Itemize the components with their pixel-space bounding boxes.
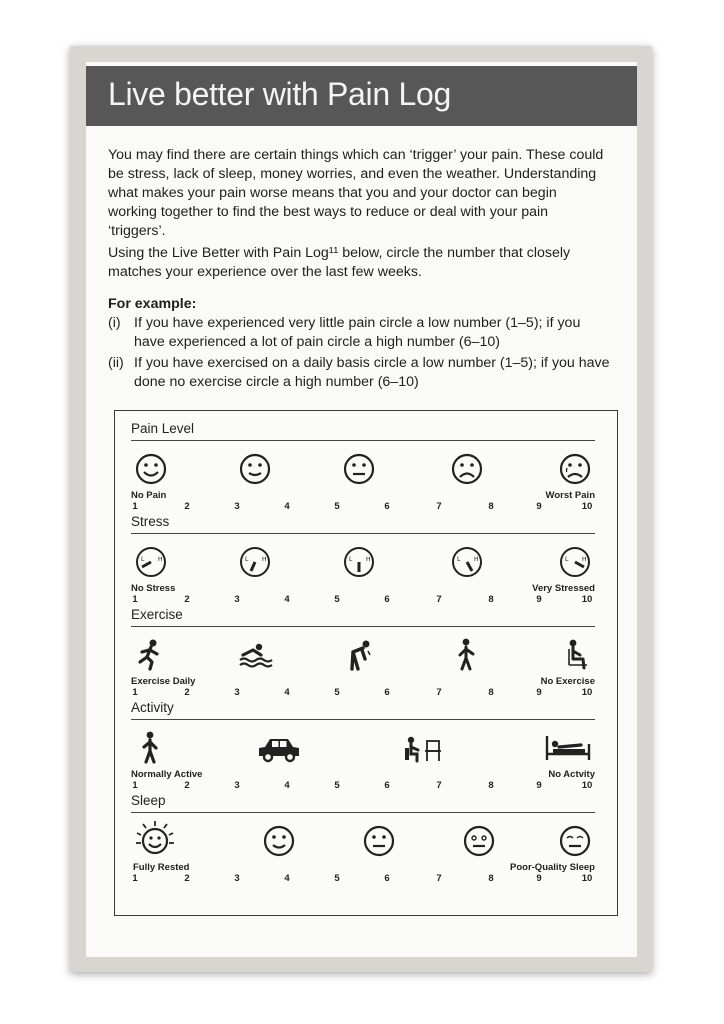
low-label: Fully Rested bbox=[133, 862, 190, 873]
scale-number: 1 bbox=[132, 873, 138, 884]
scale-number: 1 bbox=[132, 594, 138, 605]
scale-number: 7 bbox=[436, 780, 442, 791]
scale-number: 1 bbox=[132, 780, 138, 791]
document-frame bbox=[70, 46, 652, 972]
scale-number: 2 bbox=[184, 594, 190, 605]
scale-number: 5 bbox=[334, 594, 340, 605]
instruction-paragraph: Using the Live Better with Pain Log¹¹ below, circle the number that closely matches your experience over the last few weeks. bbox=[108, 245, 571, 280]
scale-number: 2 bbox=[184, 501, 190, 512]
scale-number: 3 bbox=[234, 780, 240, 791]
person-in-bed-icon bbox=[543, 728, 593, 768]
svg-text:H: H bbox=[366, 556, 371, 563]
scale-number: 9 bbox=[536, 594, 542, 605]
low-label: Exercise Daily bbox=[131, 676, 196, 687]
scale-number: 4 bbox=[284, 780, 290, 791]
pain-log-table bbox=[114, 410, 618, 916]
intro-paragraph: You may find there are certain things which can ‘trigger’ your pain. These could be stress, lack of sleep, money worries, and even the weather. Understanding what makes your pain worse means that you and your doctor can begin working together to find the best ways to reduce or deal with your pain ‘triggers’. bbox=[108, 147, 604, 239]
section-divider bbox=[131, 719, 595, 720]
section-divider bbox=[131, 812, 595, 813]
document-page bbox=[86, 62, 637, 957]
gauge-high-icon bbox=[555, 542, 595, 582]
section-title: Sleep bbox=[131, 793, 166, 808]
section-divider bbox=[131, 626, 595, 627]
scale-number: 3 bbox=[234, 873, 240, 884]
sleep-section bbox=[131, 793, 595, 886]
awake-face-icon bbox=[259, 821, 299, 861]
scale-number: 10 bbox=[581, 501, 593, 512]
svg-text:H: H bbox=[158, 556, 163, 563]
svg-text:L: L bbox=[457, 556, 461, 563]
exhausted-face-icon bbox=[555, 821, 595, 861]
slight-smile-face-icon bbox=[235, 449, 275, 489]
scale-number: 5 bbox=[334, 687, 340, 698]
pain-level-section bbox=[131, 421, 595, 514]
gauge-low-icon bbox=[131, 542, 171, 582]
scale-number: 4 bbox=[284, 594, 290, 605]
scale-number: 3 bbox=[234, 594, 240, 605]
section-title: Activity bbox=[131, 700, 174, 715]
scale-number: 8 bbox=[488, 687, 494, 698]
gauge-mid-high-icon bbox=[447, 542, 487, 582]
section-title: Pain Level bbox=[131, 421, 195, 436]
running-person-icon bbox=[131, 635, 171, 675]
scale-number: 7 bbox=[436, 873, 442, 884]
scale-number: 3 bbox=[234, 687, 240, 698]
scale-number: 8 bbox=[488, 780, 494, 791]
sitting-person-icon bbox=[555, 635, 595, 675]
exercise-section bbox=[131, 607, 595, 700]
scale-number: 8 bbox=[488, 594, 494, 605]
gauge-mid-low-icon bbox=[235, 542, 275, 582]
example-heading: For example: bbox=[108, 296, 197, 312]
walking-person-icon bbox=[447, 635, 487, 675]
high-label: No Exercise bbox=[540, 676, 595, 687]
scale-number: 5 bbox=[334, 780, 340, 791]
scale-number: 4 bbox=[284, 687, 290, 698]
scale-number: 10 bbox=[581, 873, 593, 884]
neutral-face-icon bbox=[339, 449, 379, 489]
scale-number: 1 bbox=[132, 501, 138, 512]
scale-number: 2 bbox=[184, 780, 190, 791]
high-label: No Actvity bbox=[548, 769, 595, 780]
frowning-face-icon bbox=[447, 449, 487, 489]
high-label: Worst Pain bbox=[545, 490, 595, 501]
page-title: Live better with Pain Log bbox=[108, 76, 451, 112]
svg-text:L: L bbox=[349, 556, 353, 563]
person-at-desk-icon bbox=[399, 728, 447, 768]
scale-number: 9 bbox=[536, 687, 542, 698]
gauge-mid-icon bbox=[339, 542, 379, 582]
rested-face-icon bbox=[133, 817, 177, 861]
scale-number: 5 bbox=[334, 873, 340, 884]
high-label: Very Stressed bbox=[532, 583, 595, 594]
sleepy-face-icon bbox=[459, 821, 499, 861]
crying-face-icon bbox=[555, 449, 595, 489]
example-number: (i) bbox=[108, 315, 121, 331]
low-label: Normally Active bbox=[131, 769, 203, 780]
low-label: No Pain bbox=[131, 490, 167, 501]
scale-number: 8 bbox=[488, 873, 494, 884]
svg-text:H: H bbox=[474, 556, 479, 563]
scale-number: 9 bbox=[536, 501, 542, 512]
scale-number: 4 bbox=[284, 501, 290, 512]
scale-number: 1 bbox=[132, 687, 138, 698]
svg-text:H: H bbox=[262, 556, 267, 563]
scale-number: 6 bbox=[384, 873, 390, 884]
scale-number: 7 bbox=[436, 687, 442, 698]
scale-number: 2 bbox=[184, 687, 190, 698]
scale-number: 7 bbox=[436, 501, 442, 512]
scale-number: 7 bbox=[436, 594, 442, 605]
stress-section bbox=[131, 514, 595, 607]
scale-number: 6 bbox=[384, 501, 390, 512]
high-label: Poor-Quality Sleep bbox=[510, 862, 595, 873]
scale-number: 2 bbox=[184, 873, 190, 884]
bending-person-icon bbox=[339, 635, 379, 675]
svg-text:H: H bbox=[582, 556, 587, 563]
svg-text:L: L bbox=[245, 556, 249, 563]
activity-section bbox=[131, 700, 595, 793]
section-title: Exercise bbox=[131, 607, 183, 622]
scale-number: 5 bbox=[334, 501, 340, 512]
scale-number: 6 bbox=[384, 687, 390, 698]
scale-number: 9 bbox=[536, 780, 542, 791]
svg-text:L: L bbox=[141, 556, 145, 563]
tired-face-icon bbox=[359, 821, 399, 861]
scale-number: 3 bbox=[234, 501, 240, 512]
low-label: No Stress bbox=[131, 583, 176, 594]
active-person-icon bbox=[131, 728, 171, 768]
svg-text:L: L bbox=[565, 556, 569, 563]
example-number: (ii) bbox=[108, 355, 124, 371]
title-banner bbox=[86, 66, 637, 126]
swimming-person-icon bbox=[235, 635, 275, 675]
section-title: Stress bbox=[131, 514, 170, 529]
scale-number: 6 bbox=[384, 594, 390, 605]
section-divider bbox=[131, 440, 595, 441]
scale-number: 6 bbox=[384, 780, 390, 791]
smiling-face-icon bbox=[131, 449, 171, 489]
example-text: If you have experienced very little pain circle a low number (1–5); if you have experienced a lot of pain circle a high number (6–10) bbox=[134, 315, 581, 350]
scale-number: 10 bbox=[581, 594, 593, 605]
section-divider bbox=[131, 533, 595, 534]
scale-number: 9 bbox=[536, 873, 542, 884]
scale-number: 10 bbox=[581, 687, 593, 698]
car-icon bbox=[255, 728, 303, 768]
example-text: If you have exercised on a daily basis circle a low number (1–5); if you have done no exercise circle a high number (6–10) bbox=[134, 355, 610, 390]
scale-number: 8 bbox=[488, 501, 494, 512]
scale-number: 4 bbox=[284, 873, 290, 884]
scale-number: 10 bbox=[581, 780, 593, 791]
